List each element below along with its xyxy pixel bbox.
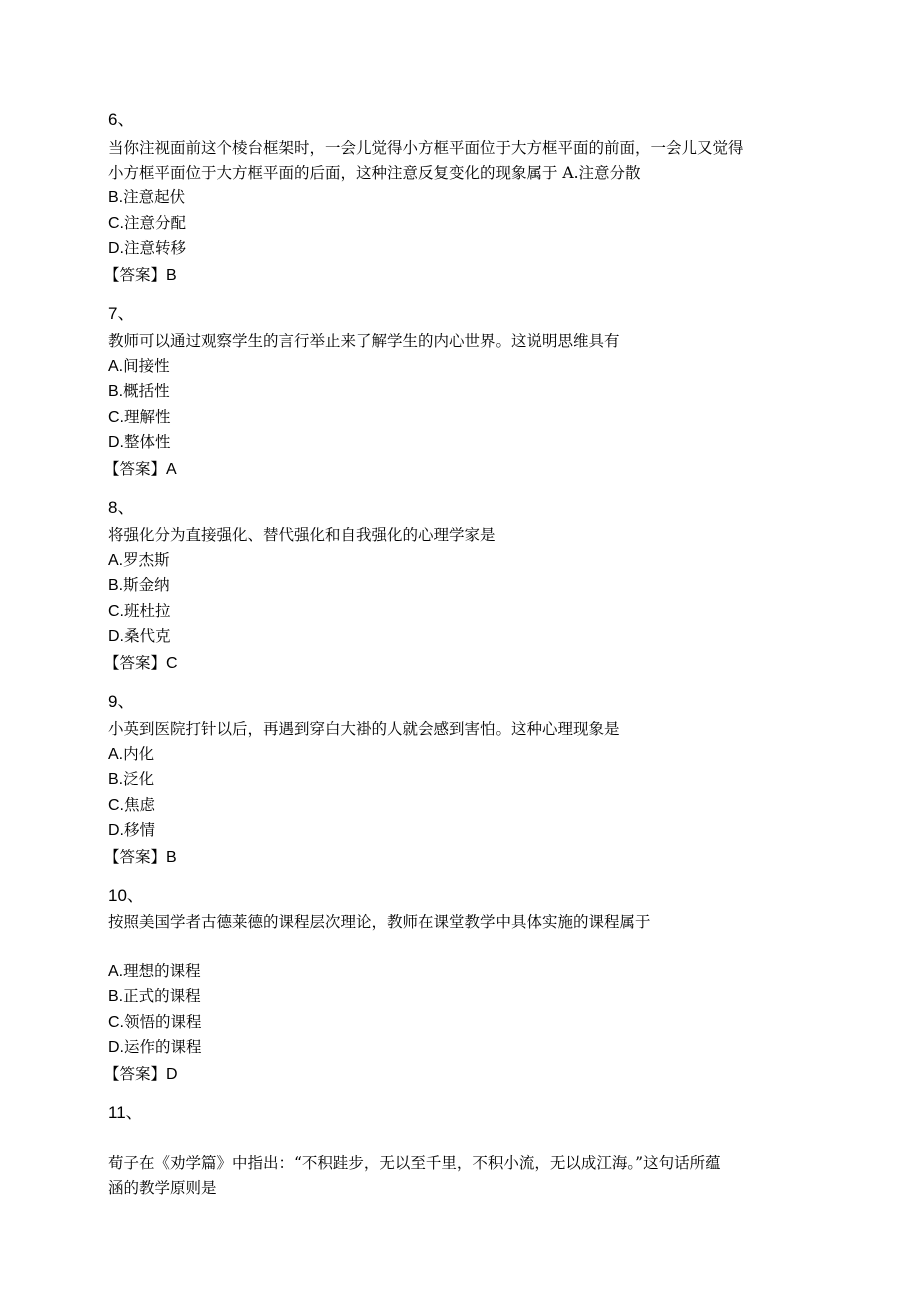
option-c xyxy=(108,405,818,431)
question-number: 11、 xyxy=(108,1103,143,1122)
option-text: 斯金纳 xyxy=(123,576,170,594)
option-letter: D. xyxy=(108,628,124,645)
option-a xyxy=(108,354,818,380)
question-number: 9、 xyxy=(108,692,135,711)
option-letter: D. xyxy=(108,1039,124,1056)
question-stem-line: 荀子在《劝学篇》中指出：“不积跬步，无以至千里，不积小流，无以成江海。”这句话所蕴 xyxy=(108,1154,721,1172)
option-text: 正式的课程 xyxy=(123,987,201,1005)
answer-value: D xyxy=(166,1065,178,1083)
option-text: 注意分配 xyxy=(124,213,187,232)
option-text: 理想的课程 xyxy=(123,961,201,980)
option-b xyxy=(108,379,818,405)
question-number: 6、 xyxy=(108,110,135,129)
option-letter: C. xyxy=(108,214,124,232)
option-c xyxy=(108,793,818,819)
option-c xyxy=(108,599,818,625)
option-letter: B. xyxy=(108,577,124,594)
question-11 xyxy=(108,1101,818,1200)
question-stem-line: 涵的教学原则是 xyxy=(108,1178,217,1197)
option-a xyxy=(108,959,818,985)
option-b xyxy=(108,185,818,211)
question-stem-line: 小方框平面位于大方框平面的后面，这种注意反复变化的现象属于 A.注意分散 xyxy=(108,163,641,182)
question-stem-line: 将强化分为直接强化、替代强化和自我强化的心理学家是 xyxy=(108,526,496,544)
question-stem-line: 教师可以通过观察学生的言行举止来了解学生的内心世界。这说明思维具有 xyxy=(108,332,620,350)
question-9 xyxy=(104,690,818,871)
question-stem-line: 小英到医院打针以后，再遇到穿白大褂的人就会感到害怕。这种心理现象是 xyxy=(108,720,620,738)
answer-label: 【答案】 xyxy=(104,847,167,866)
option-letter: C. xyxy=(108,1013,124,1031)
option-a xyxy=(108,548,818,574)
option-letter: C. xyxy=(108,408,124,426)
option-letter: A. xyxy=(108,745,124,763)
answer-label: 【答案】 xyxy=(104,1064,167,1083)
option-d xyxy=(108,1035,818,1061)
option-text: 概括性 xyxy=(123,382,170,400)
option-letter: A. xyxy=(108,551,124,569)
option-text: 整体性 xyxy=(124,433,171,451)
option-text: 领悟的课程 xyxy=(124,1012,202,1031)
option-letter: B. xyxy=(108,383,124,400)
option-b xyxy=(108,984,818,1010)
question-number: 10、 xyxy=(108,886,144,905)
question-number: 7、 xyxy=(108,304,135,323)
option-text: 焦虑 xyxy=(124,795,156,814)
question-stem-line: 按照美国学者古德莱德的课程层次理论，教师在课堂教学中具体实施的课程属于 xyxy=(108,913,651,931)
question-7 xyxy=(104,302,818,483)
answer-value: A xyxy=(166,460,177,478)
question-8 xyxy=(104,496,818,677)
option-c xyxy=(108,211,818,237)
option-letter: B. xyxy=(108,189,124,206)
option-text: 班杜拉 xyxy=(124,601,171,620)
answer-line xyxy=(104,650,818,677)
option-d xyxy=(108,624,818,650)
option-letter: C. xyxy=(108,796,124,814)
option-text: 注意转移 xyxy=(124,239,187,257)
question-6 xyxy=(104,108,818,289)
option-letter: B. xyxy=(108,771,124,788)
answer-label: 【答案】 xyxy=(104,265,167,284)
option-c xyxy=(108,1010,818,1036)
option-letter: D. xyxy=(108,434,124,451)
option-text: 注意起伏 xyxy=(123,188,186,206)
option-letter: A. xyxy=(108,962,124,980)
option-text: 移情 xyxy=(124,821,156,839)
answer-line xyxy=(104,456,818,483)
option-d xyxy=(108,430,818,456)
answer-line xyxy=(104,844,818,871)
option-text: 桑代克 xyxy=(124,627,171,645)
option-letter: C. xyxy=(108,602,124,620)
option-text: 理解性 xyxy=(124,407,171,426)
option-b xyxy=(108,573,818,599)
question-number: 8、 xyxy=(108,498,135,517)
answer-label: 【答案】 xyxy=(104,459,167,478)
question-stem-line: 当你注视面前这个棱台框架时，一会儿觉得小方框平面位于大方框平面的前面，一会儿又觉得 xyxy=(108,139,744,157)
option-text: 内化 xyxy=(123,744,155,763)
option-d xyxy=(108,818,818,844)
option-text: 间接性 xyxy=(123,356,170,375)
option-text: 泛化 xyxy=(123,770,155,788)
answer-value: B xyxy=(166,848,177,866)
answer-line xyxy=(104,1061,818,1088)
answer-line xyxy=(104,262,818,289)
option-text: 罗杰斯 xyxy=(123,550,170,569)
option-a xyxy=(108,742,818,768)
option-letter: D. xyxy=(108,240,124,257)
option-letter: A. xyxy=(108,357,124,375)
option-text: 运作的课程 xyxy=(124,1038,202,1056)
answer-label: 【答案】 xyxy=(104,653,167,672)
question-10 xyxy=(104,884,818,1088)
answer-value: B xyxy=(166,266,177,284)
option-letter: D. xyxy=(108,822,124,839)
option-d xyxy=(108,236,818,262)
answer-value: C xyxy=(166,654,178,672)
option-letter: B. xyxy=(108,988,124,1005)
option-b xyxy=(108,767,818,793)
